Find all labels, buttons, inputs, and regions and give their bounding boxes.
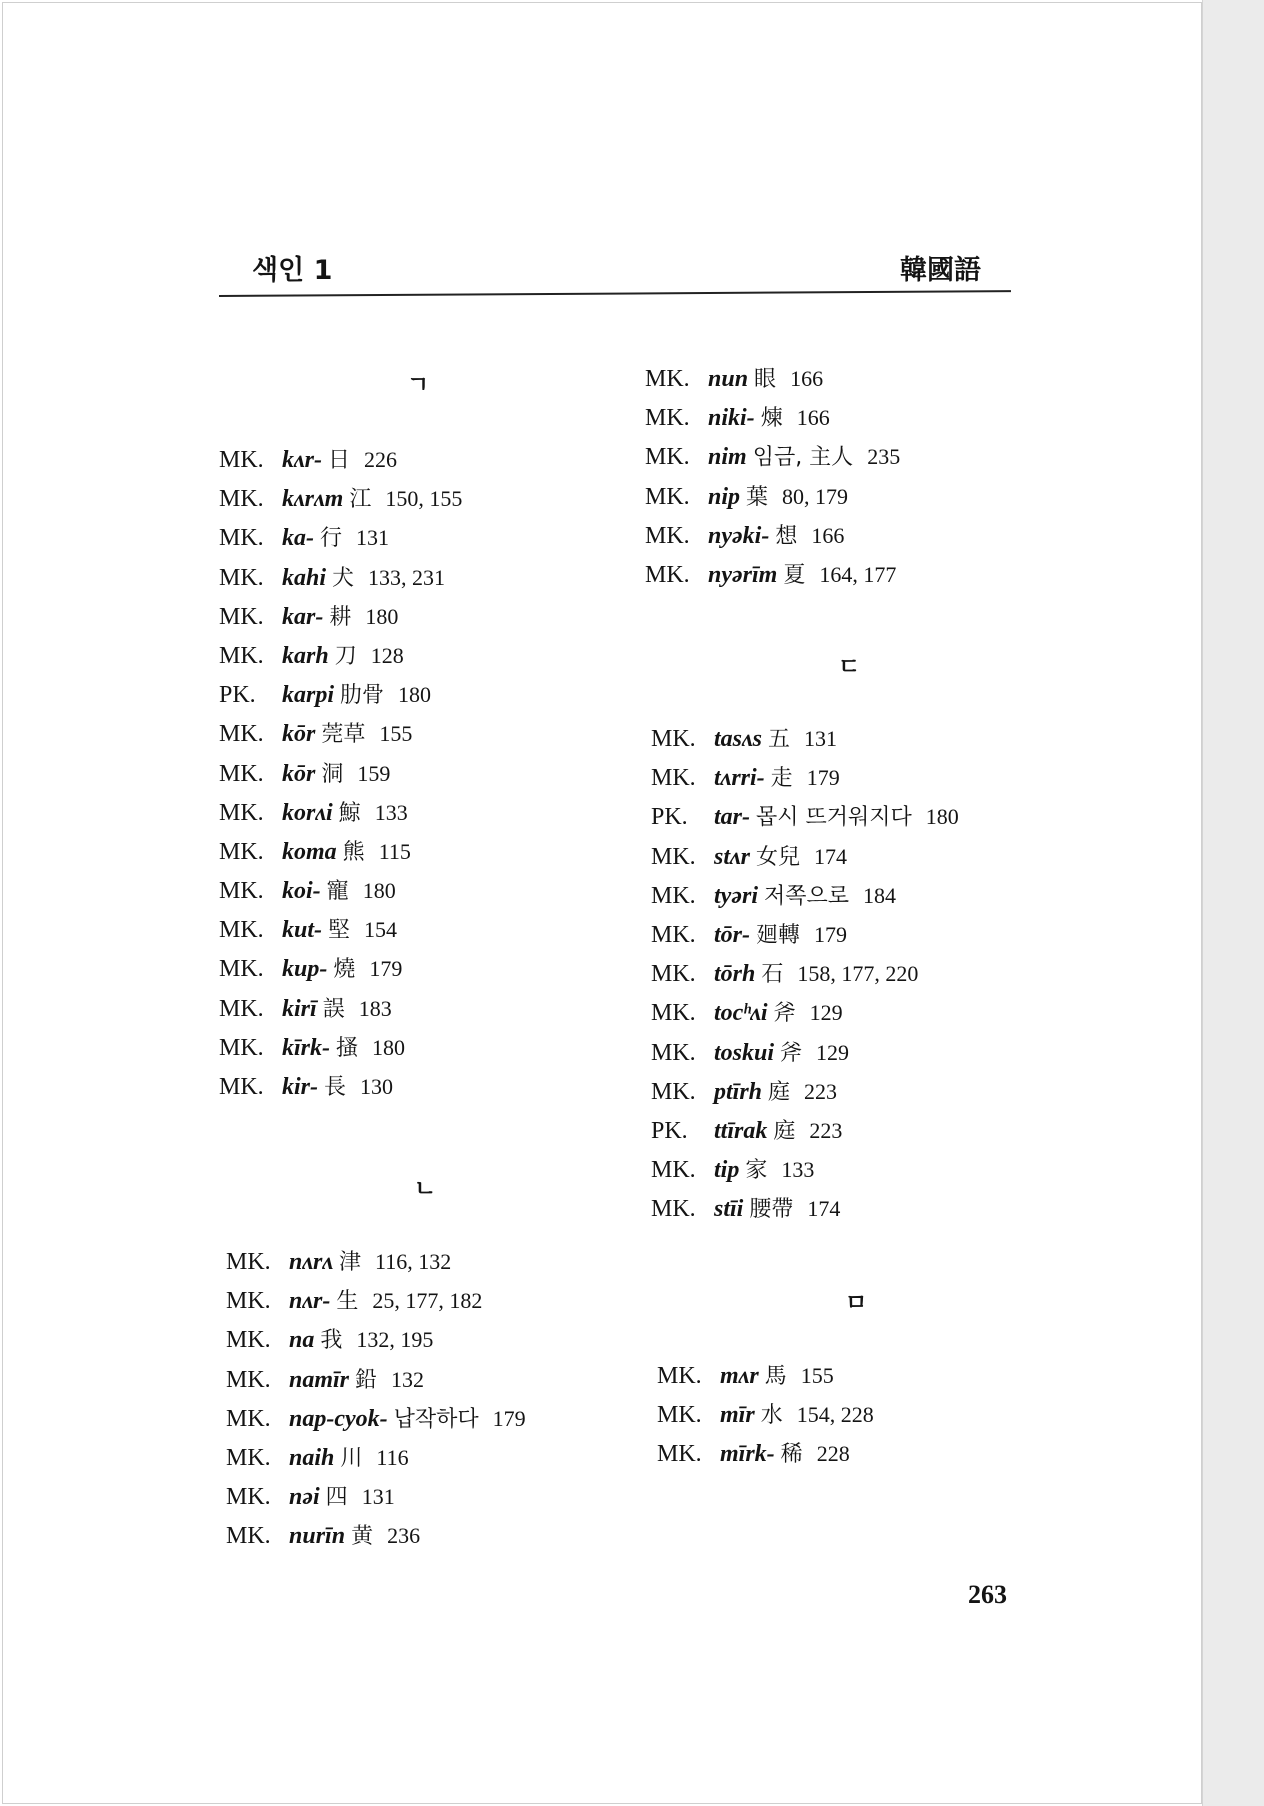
index-entry [651, 993, 959, 1032]
index-entry [219, 989, 462, 1028]
entry-pages: 133 [374, 799, 408, 825]
entry-gloss: 임금, 主人 [752, 445, 854, 471]
index-entry [651, 1111, 959, 1150]
entry-pages: 164, 177 [819, 561, 897, 587]
index-entry [651, 758, 959, 797]
index-entry [219, 440, 462, 479]
entry-gloss: 水 [760, 1403, 783, 1429]
entry-gloss: 江 [349, 487, 372, 513]
index-entry [226, 1281, 526, 1320]
index-entry [651, 1033, 959, 1072]
entry-gloss: 燒 [333, 957, 356, 983]
entry-form: ttīrak [714, 1117, 768, 1144]
entry-gloss: 刀 [334, 643, 357, 669]
index-entry [645, 516, 900, 555]
index-entry [645, 437, 900, 476]
entry-form: nʌrʌ [289, 1249, 333, 1275]
entry-source: MK. [226, 1327, 271, 1354]
entry-pages: 166 [790, 366, 824, 391]
entry-form: koi- [282, 878, 321, 905]
page-frame [2, 2, 1202, 1804]
entry-gloss: 堅 [328, 918, 351, 944]
entry-gloss: 生 [336, 1289, 359, 1315]
entry-pages: 25, 177, 182 [372, 1288, 483, 1314]
entry-form: namīr [289, 1366, 350, 1393]
entry-gloss: 莞草 [321, 722, 366, 748]
index-list-mieum [657, 1356, 874, 1474]
entry-pages: 80, 179 [782, 483, 849, 509]
entry-pages: 226 [364, 447, 397, 472]
entry-form: nəi [289, 1484, 320, 1511]
entry-source: MK. [651, 1039, 696, 1066]
index-list-digeut [651, 719, 959, 1228]
entry-form: kʌrʌm [282, 486, 344, 513]
entry-form: kirī [282, 995, 317, 1022]
entry-source: MK. [651, 882, 696, 909]
entry-source: MK. [657, 1402, 702, 1429]
running-header-left: 색인 1 [252, 255, 333, 286]
index-entry [219, 714, 462, 753]
entry-pages: 179 [369, 956, 403, 982]
index-list-nieun-cont [645, 359, 900, 594]
entry-source: MK. [219, 525, 264, 552]
entry-pages: 128 [370, 642, 404, 668]
entry-source: MK. [219, 721, 264, 748]
entry-gloss: 走 [770, 766, 793, 792]
entry-gloss: 川 [340, 1445, 363, 1471]
entry-source: MK. [651, 1078, 696, 1105]
entry-source: MK. [651, 726, 696, 752]
entry-form: tʌrri- [714, 765, 765, 792]
entry-source: MK. [651, 1157, 696, 1184]
entry-gloss: 寵 [326, 879, 349, 905]
entry-form: karpi [282, 682, 335, 709]
entry-pages: 131 [356, 525, 390, 551]
entry-gloss: 葉 [746, 484, 769, 510]
entry-pages: 154 [364, 917, 398, 943]
index-entry [645, 477, 900, 516]
index-entry [226, 1399, 526, 1438]
entry-source: MK. [219, 1074, 264, 1100]
entry-form: tyəri [714, 882, 758, 909]
index-entry [219, 479, 462, 518]
entry-form: mʌr [720, 1363, 759, 1389]
entry-source: PK. [651, 1117, 688, 1144]
entry-source: MK. [226, 1249, 271, 1275]
entry-pages: 166 [796, 405, 830, 431]
index-entry [651, 837, 959, 876]
entry-pages: 132, 195 [356, 1327, 434, 1353]
entry-source: MK. [651, 1000, 696, 1027]
entry-source: MK. [657, 1441, 702, 1468]
entry-form: korʌi [282, 799, 333, 826]
entry-gloss: 斧 [780, 1040, 803, 1066]
entry-pages: 155 [800, 1363, 834, 1388]
index-entry [651, 876, 959, 915]
index-entry [651, 1150, 959, 1189]
index-entry [226, 1242, 526, 1281]
entry-source: MK. [219, 642, 264, 669]
entry-source: MK. [226, 1484, 271, 1511]
entry-gloss: 耕 [329, 604, 352, 630]
entry-source: MK. [651, 921, 696, 948]
entry-form: tōr- [714, 921, 750, 948]
entry-pages: 236 [387, 1523, 421, 1549]
index-entry [226, 1516, 526, 1555]
entry-pages: 155 [379, 721, 413, 747]
index-entry [219, 754, 462, 793]
entry-gloss: 洞 [321, 761, 344, 787]
entry-pages: 180 [925, 804, 959, 830]
entry-gloss: 五 [768, 727, 791, 752]
entry-pages: 179 [806, 765, 840, 791]
entry-form: tar- [714, 804, 750, 831]
entry-pages: 133 [781, 1157, 815, 1183]
index-entry [219, 518, 462, 557]
entry-pages: 132 [391, 1366, 425, 1392]
entry-gloss: 庭 [773, 1118, 796, 1144]
entry-pages: 159 [357, 760, 391, 786]
entry-pages: 174 [814, 843, 848, 869]
running-header-right: 韓國語 [900, 255, 981, 286]
entry-source: MK. [645, 405, 690, 432]
entry-source: MK. [645, 444, 690, 471]
entry-source: MK. [219, 1034, 264, 1061]
index-entry [219, 910, 462, 949]
entry-gloss: 行 [320, 526, 343, 552]
entry-pages: 116 [376, 1444, 409, 1470]
entry-source: MK. [219, 564, 264, 591]
entry-form: toskui [714, 1039, 775, 1066]
page-number: 263 [968, 1580, 1007, 1609]
entry-source: MK. [219, 760, 264, 787]
index-entry [657, 1356, 874, 1395]
section-heading-nieun: ㄴ [414, 1176, 437, 1202]
entry-pages: 129 [809, 1000, 843, 1026]
entry-pages: 154, 228 [796, 1402, 874, 1428]
entry-pages: 228 [816, 1441, 850, 1467]
entry-form: nyərīm [708, 561, 778, 588]
entry-pages: 183 [358, 995, 392, 1021]
entry-source: MK. [226, 1366, 271, 1393]
entry-pages: 184 [863, 882, 896, 908]
entry-gloss: 四 [325, 1485, 348, 1511]
entry-form: kir- [282, 1074, 318, 1100]
entry-pages: 166 [811, 522, 845, 548]
entry-gloss: 黄 [351, 1524, 374, 1550]
entry-gloss: 鉛 [355, 1367, 378, 1393]
index-entry [219, 871, 462, 910]
index-entry [226, 1360, 526, 1399]
index-entry [219, 793, 462, 832]
entry-form: mīrk- [720, 1441, 775, 1468]
entry-form: kahi [282, 564, 327, 591]
entry-form: kōr [282, 721, 316, 748]
entry-form: stīi [714, 1196, 744, 1223]
entry-gloss: 斧 [773, 1001, 796, 1027]
entry-form: koma [282, 838, 337, 865]
entry-source: PK. [219, 682, 256, 709]
entry-form: niki- [708, 405, 755, 432]
entry-pages: 130 [360, 1074, 394, 1099]
entry-source: MK. [226, 1523, 271, 1550]
entry-form: kōr [282, 760, 316, 787]
section-heading-giyeok: ㄱ [407, 372, 430, 398]
index-entry [219, 832, 462, 871]
entry-source: MK. [226, 1405, 271, 1432]
entry-gloss: 몹시 뜨거워지다 [756, 805, 912, 831]
index-entry [219, 558, 462, 597]
index-entry [651, 1072, 959, 1111]
entry-source: MK. [226, 1288, 271, 1315]
entry-pages: 180 [365, 603, 399, 629]
entry-source: MK. [651, 765, 696, 792]
entry-form: nap-cyok- [289, 1405, 388, 1432]
entry-gloss: 夏 [783, 562, 806, 588]
entry-gloss: 煉 [760, 406, 783, 432]
entry-source: PK. [651, 804, 688, 831]
entry-form: tasʌs [714, 726, 762, 752]
entry-source: MK. [651, 843, 696, 870]
entry-gloss: 日 [327, 448, 350, 473]
index-entry [219, 1028, 462, 1067]
entry-source: MK. [219, 486, 264, 513]
section-heading-digeut: ㄷ [838, 654, 861, 680]
index-entry [219, 597, 462, 636]
entry-gloss: 石 [761, 962, 784, 988]
entry-source: MK. [657, 1363, 702, 1389]
entry-source: MK. [645, 561, 690, 588]
entry-gloss: 家 [745, 1158, 768, 1184]
entry-pages: 129 [816, 1039, 850, 1065]
entry-form: naih [289, 1444, 335, 1471]
index-entry [651, 915, 959, 954]
entry-gloss: 稀 [780, 1442, 803, 1468]
index-entry [219, 675, 462, 714]
entry-gloss: 庭 [768, 1079, 791, 1105]
entry-form: nyəki- [708, 522, 770, 549]
entry-gloss: 誤 [322, 996, 345, 1022]
index-entry [645, 398, 900, 437]
entry-form: kup- [282, 956, 328, 983]
entry-gloss: 眼 [754, 367, 777, 392]
entry-gloss: 熊 [342, 839, 365, 865]
entry-source: MK. [219, 956, 264, 983]
entry-pages: 174 [807, 1196, 841, 1222]
entry-pages: 133, 231 [368, 564, 446, 590]
entry-form: kīrk- [282, 1034, 330, 1061]
index-list-nieun [226, 1242, 526, 1556]
index-entry [651, 719, 959, 758]
entry-gloss: 津 [339, 1250, 362, 1275]
entry-pages: 158, 177, 220 [797, 961, 919, 987]
entry-gloss: 馬 [764, 1364, 787, 1389]
entry-form: kar- [282, 603, 324, 630]
entry-gloss: 납작하다 [393, 1406, 479, 1432]
entry-pages: 115 [378, 838, 411, 864]
entry-gloss: 廻轉 [756, 922, 801, 948]
entry-source: MK. [219, 603, 264, 630]
index-entry [651, 954, 959, 993]
entry-pages: 116, 132 [375, 1249, 452, 1274]
entry-pages: 180 [372, 1034, 406, 1060]
entry-form: nurīn [289, 1523, 346, 1550]
entry-source: MK. [219, 447, 264, 473]
entry-gloss: 犬 [332, 565, 355, 591]
entry-pages: 235 [867, 444, 901, 470]
entry-form: kut- [282, 917, 323, 944]
entry-pages: 179 [492, 1405, 526, 1431]
entry-gloss: 저쪽으로 [763, 883, 849, 909]
entry-source: MK. [651, 961, 696, 988]
entry-pages: 131 [804, 726, 838, 751]
entry-form: mīr [720, 1402, 755, 1429]
entry-pages: 180 [398, 682, 432, 708]
index-entry [657, 1395, 874, 1434]
entry-form: nʌr- [289, 1288, 331, 1315]
entry-gloss: 肋骨 [340, 683, 385, 709]
index-entry [226, 1438, 526, 1477]
entry-source: MK. [219, 995, 264, 1022]
entry-gloss: 女兒 [756, 844, 801, 870]
entry-gloss: 想 [775, 523, 798, 549]
entry-pages: 223 [804, 1078, 838, 1104]
entry-source: MK. [219, 878, 264, 905]
entry-gloss: 長 [324, 1075, 347, 1100]
index-entry [219, 1067, 462, 1106]
index-entry [226, 1320, 526, 1359]
entry-source: MK. [226, 1444, 271, 1471]
index-entry [657, 1434, 874, 1473]
entry-form: ptīrh [714, 1078, 763, 1105]
entry-form: karh [282, 642, 329, 669]
index-entry [219, 949, 462, 988]
entry-form: ka- [282, 525, 314, 552]
index-list-giyeok [219, 440, 462, 1106]
entry-pages: 180 [362, 878, 396, 904]
index-entry [645, 359, 900, 398]
entry-source: MK. [219, 799, 264, 826]
entry-form: tip [714, 1157, 740, 1184]
entry-form: stʌr [714, 843, 750, 870]
section-heading-mieum: ㅁ [845, 1290, 868, 1316]
entry-form: tōrh [714, 961, 756, 988]
entry-source: MK. [219, 917, 264, 944]
index-entry [226, 1477, 526, 1516]
entry-gloss: 腰帶 [749, 1197, 794, 1223]
entry-gloss: 鯨 [338, 800, 361, 826]
entry-form: nip [708, 483, 741, 510]
entry-pages: 179 [814, 921, 848, 947]
entry-gloss: 搔 [336, 1035, 359, 1061]
entry-source: MK. [645, 522, 690, 549]
entry-source: MK. [651, 1196, 696, 1223]
entry-form: kʌr- [282, 447, 322, 473]
entry-gloss: 我 [320, 1328, 343, 1354]
entry-form: tocʰʌi [714, 1000, 768, 1027]
entry-form: nun [708, 366, 749, 392]
entry-source: MK. [219, 838, 264, 865]
entry-source: MK. [645, 366, 690, 392]
index-entry [651, 1189, 959, 1228]
entry-pages: 150, 155 [385, 486, 463, 512]
entry-form: nim [708, 444, 747, 471]
entry-pages: 223 [809, 1117, 843, 1143]
entry-form: na [289, 1327, 315, 1354]
entry-pages: 131 [361, 1484, 395, 1510]
viewer-side-strip [1202, 0, 1264, 1806]
index-entry [651, 797, 959, 836]
entry-source: MK. [645, 483, 690, 510]
index-entry [645, 555, 900, 594]
index-entry [219, 636, 462, 675]
